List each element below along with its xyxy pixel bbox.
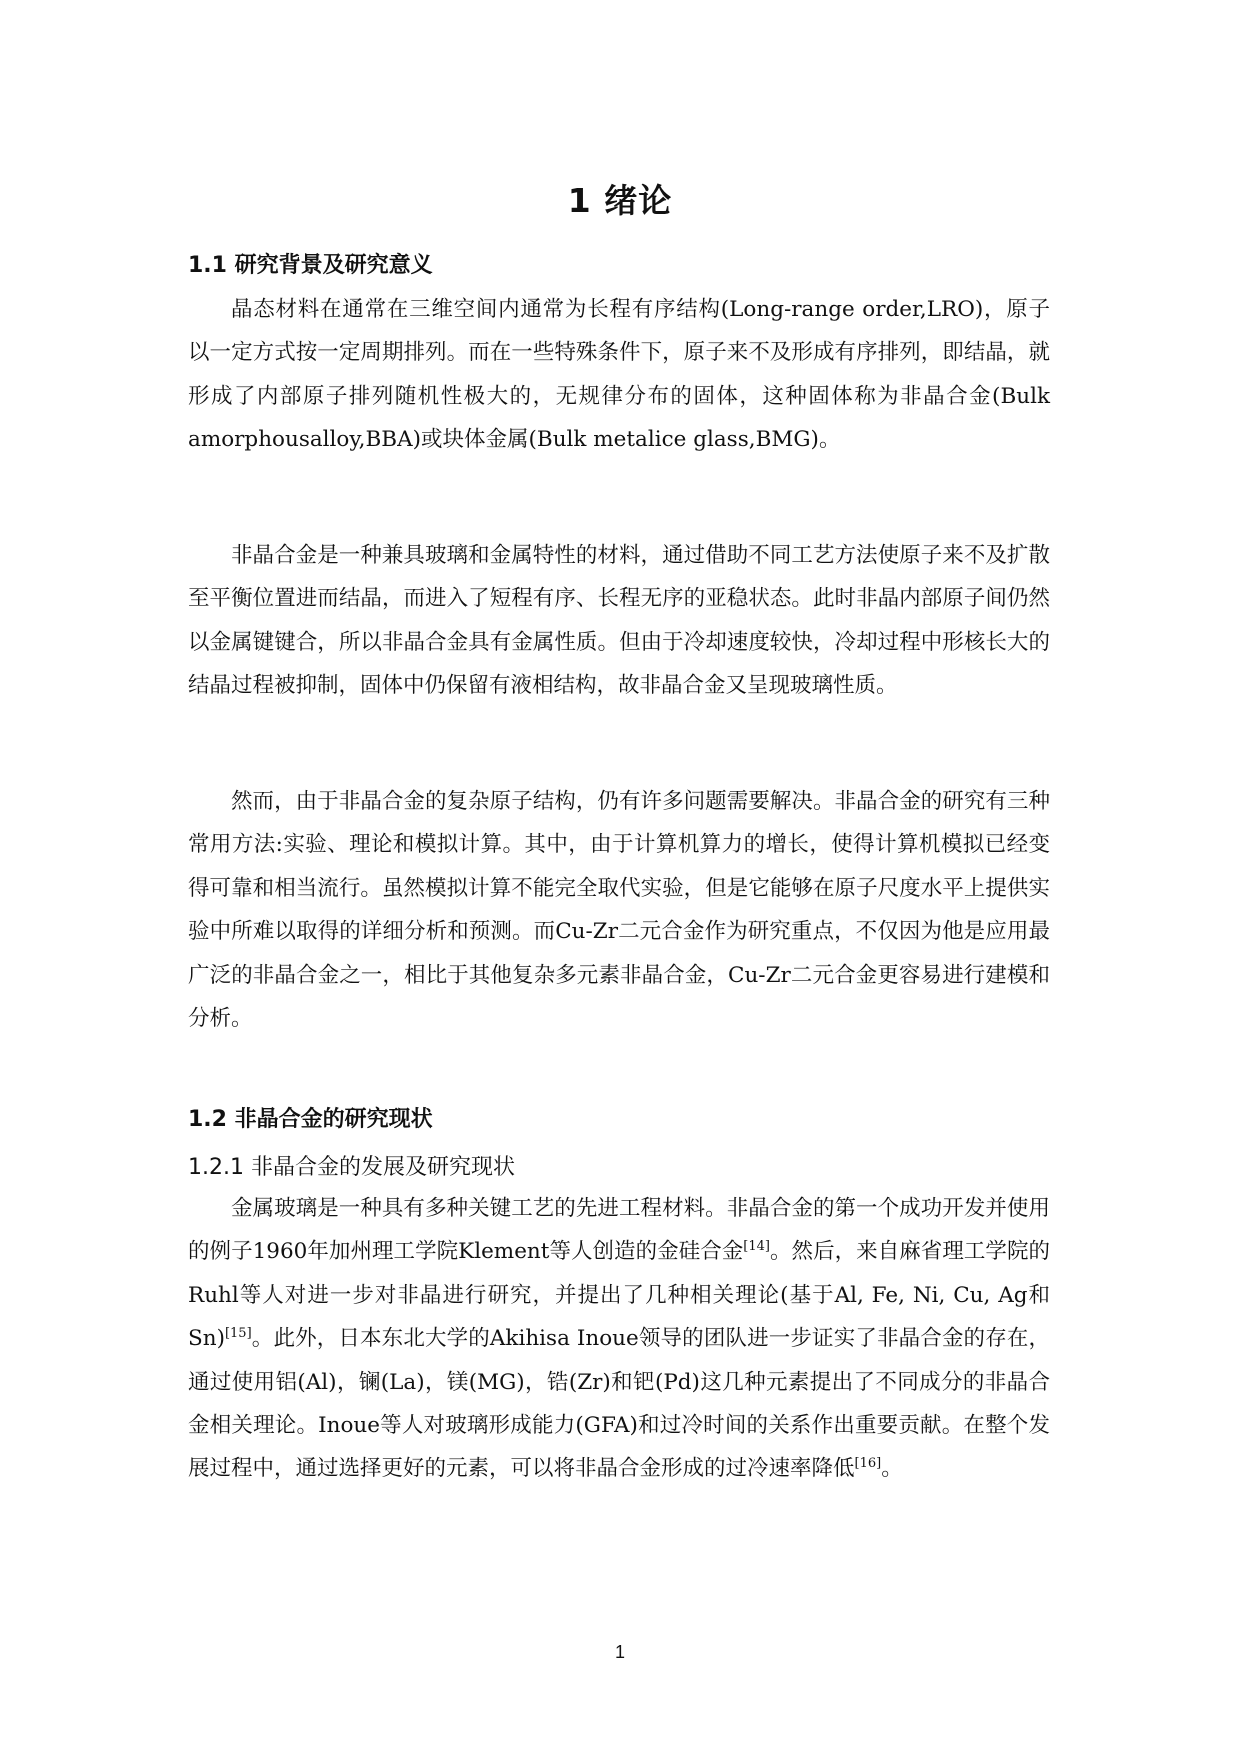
chapter-title: 1 绪论 (567, 181, 673, 220)
citation-15[interactable]: [15] (224, 1326, 252, 1342)
paragraph-text-segment: 金属玻璃是一种具有多种关键工艺的先进工程材料。非晶合金的第一个成功开发并使用的例子1960年加州理工学院Klement等人创造的金硅合金 (188, 1196, 1050, 1265)
section-heading-1-2: 1.2 非晶合金的研究现状 (188, 1107, 433, 1132)
subsection-heading-1-2-1: 1.2.1 非晶合金的发展及研究现状 (188, 1155, 515, 1180)
paragraph-text-segment: 。 (881, 1456, 903, 1482)
citation-16[interactable]: [16] (854, 1456, 882, 1472)
paragraph-text-segment: 。此外，日本东北大学的Akihisa Inoue领导的团队进一步证实了非晶合金的存在，通过使用铝(Al)，镧(La)，镁(MG)，锆(Zr)和钯(Pd)这几种元素提出了不同成分的非晶合金相关理论。Inoue等人对玻璃形成能力(GFA)和过冷时间的关系作出重要贡献。在整个发展过程中，通过选择更好的元素，可以将非晶合金形成的过冷速率降低 (188, 1326, 1050, 1482)
paragraph-1-2-1-1 (188, 1187, 1050, 1491)
page-number: 1 (614, 1642, 625, 1662)
paragraph-text-segment: 。然后，来自麻省理工学院的Ruhl等人对进一步对非晶进行研究，并提出了几种相关理论(基于Al, Fe, Ni, Cu, Ag和Sn) (188, 1239, 1050, 1352)
section-heading-1-1: 1.1 研究背景及研究意义 (188, 253, 433, 278)
paragraph-1-1-3: 然而，由于非晶合金的复杂原子结构，仍有许多问题需要解决。非晶合金的研究有三种常用方法:实验、理论和模拟计算。其中，由于计算机算力的增长，使得计算机模拟已经变得可靠和相当流行。虽然模拟计算不能完全取代实验，但是它能够在原子尺度水平上提供实验中所难以取得的详细分析和预测。而Cu-Zr二元合金作为研究重点，不仅因为他是应用最广泛的非晶合金之一，相比于其他复杂多元素非晶合金，Cu-Zr二元合金更容易进行建模和分析。 (188, 789, 1050, 1032)
paragraph-1-1-1: 晶态材料在通常在三维空间内通常为长程有序结构(Long-range order,LRO)，原子以一定方式按一定周期排列。而在一些特殊条件下，原子来不及形成有序排列，即结晶，就形成了内部原子排列随机性极大的，无规律分布的固体，这种固体称为非晶合金(Bulk amorphousalloy,BBA)或块体金属(Bulk metalice glass,BMG)。 (188, 297, 1050, 453)
citation-14[interactable]: [14] (743, 1239, 770, 1255)
paragraph-1-1-2: 非晶合金是一种兼具玻璃和金属特性的材料，通过借助不同工艺方法使原子来不及扩散至平衡位置进而结晶，而进入了短程有序、长程无序的亚稳状态。此时非晶内部原子间仍然以金属键键合，所以非晶合金具有金属性质。但由于冷却速度较快，冷却过程中形核长大的结晶过程被抑制，固体中仍保留有液相结构，故非晶合金又呈现玻璃性质。 (188, 543, 1050, 699)
